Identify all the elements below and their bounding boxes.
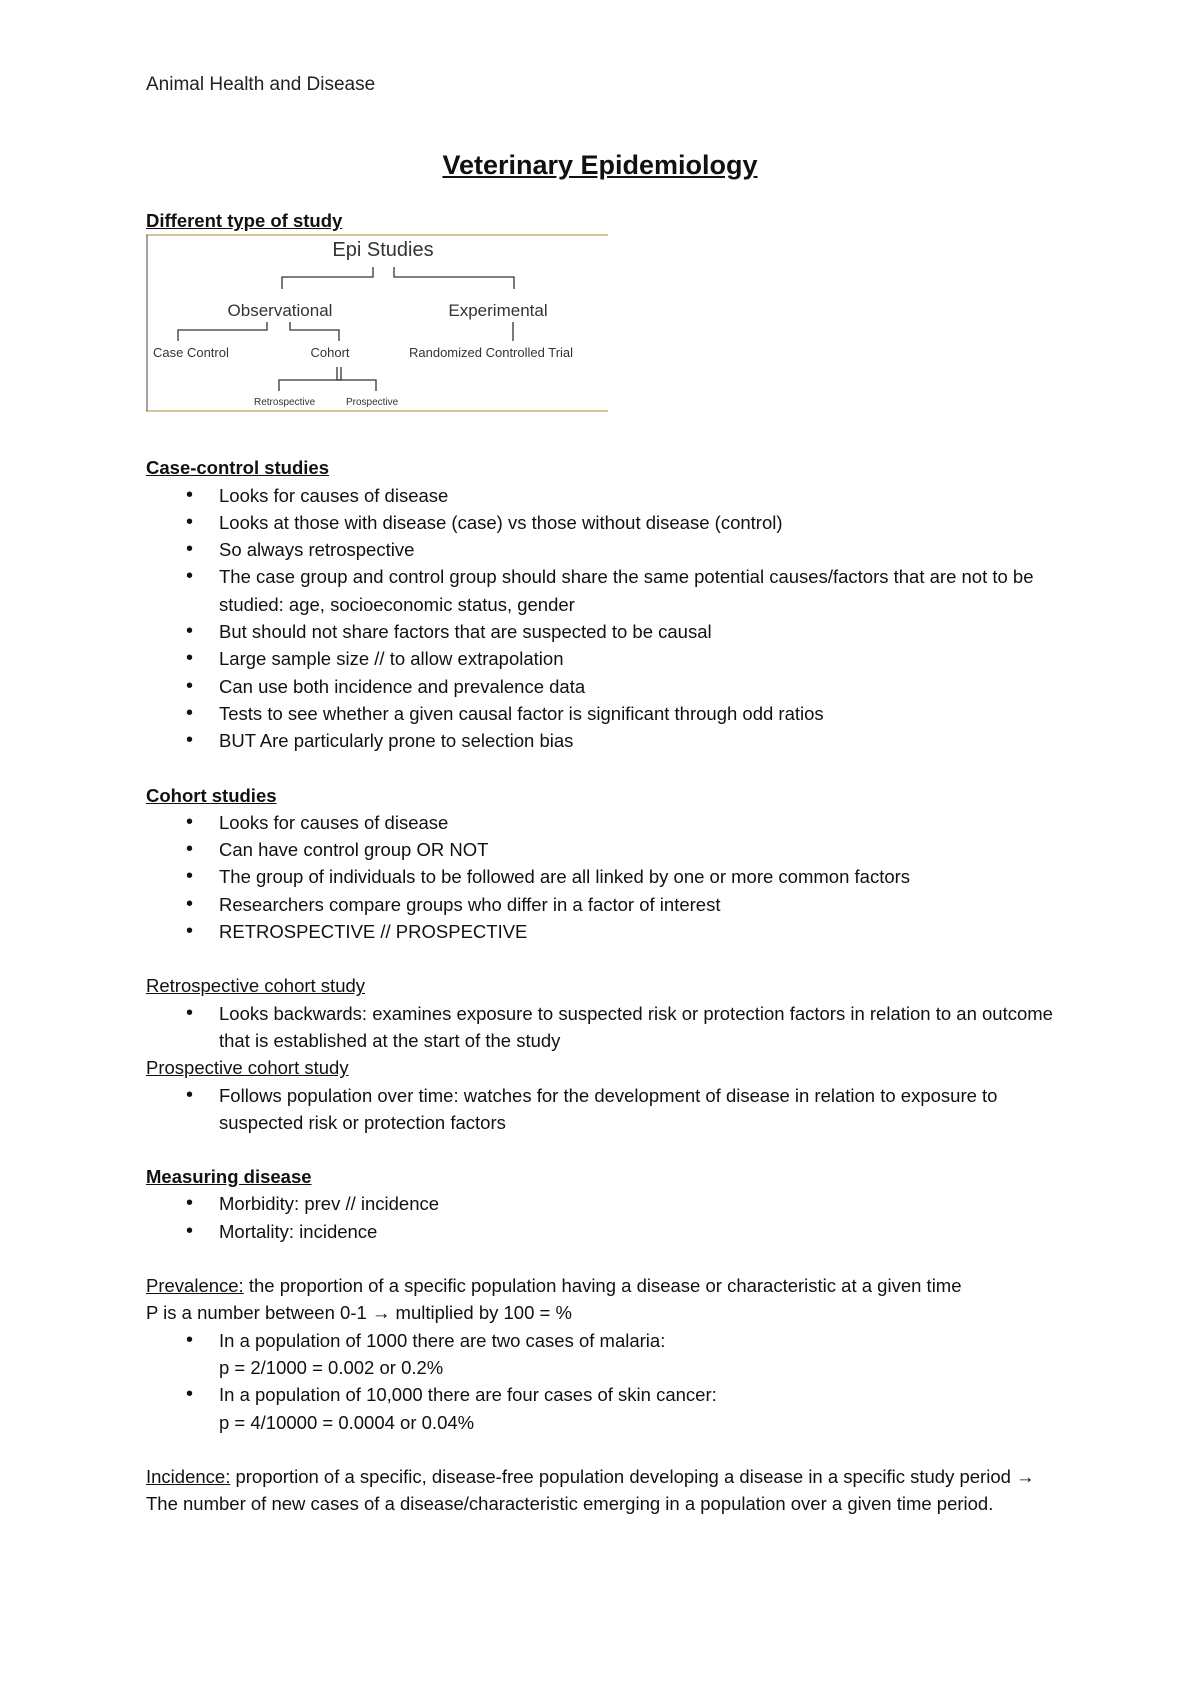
- example-formula: p = 2/1000 = 0.002 or 0.2%: [219, 1356, 444, 1378]
- list-item: • Follows population over time: watches for the development of disease in relation to exposure to suspected risk or protection factors: [146, 1082, 1066, 1137]
- list-item: • Morbidity: prev // incidence: [146, 1190, 1066, 1217]
- node-cohort: Cohort: [310, 345, 350, 361]
- incidence-text: proportion of a specific, disease-free population developing a disease in a specific study period → The number of new cases of a disease/characteristic emerging in a population over a given time period.: [146, 1465, 1035, 1515]
- node-case-control: Case Control: [153, 345, 229, 361]
- example-text: • In a population of 10,000 there are four cases of skin cancer:: [219, 1384, 717, 1406]
- list-item: • Looks for causes of disease: [146, 809, 1066, 836]
- connector-observational-cohort: [290, 322, 339, 341]
- list-item: • RETROSPECTIVE // PROSPECTIVE: [146, 918, 1066, 945]
- list-item: • Large sample size // to allow extrapolation: [146, 645, 1066, 672]
- list-item: • BUT Are particularly prone to selection bias: [146, 727, 1066, 754]
- list-item: • Mortality: incidence: [146, 1218, 1066, 1245]
- page-header: Animal Health and Disease: [146, 74, 376, 95]
- list-item: [146, 1381, 1066, 1436]
- list-item: • The case group and control group should share the same potential causes/factors that are not to be studied: age, socioeconomic status, gender: [146, 563, 1066, 618]
- incidence-term: Incidence:: [146, 1465, 231, 1487]
- document-body: [146, 207, 1066, 1517]
- incidence-definition: [146, 1463, 1066, 1518]
- cohort-list: [146, 809, 1066, 945]
- list-item: • Tests to see whether a given causal factor is significant through odd ratios: [146, 700, 1066, 727]
- prevalence-term: Prevalence:: [146, 1275, 244, 1297]
- node-observational: Observational: [227, 301, 333, 321]
- prevalence-text: the proportion of a specific population having a disease or characteristic at a given time: [243, 1275, 962, 1297]
- list-item: • Can use both incidence and prevalence data: [146, 673, 1066, 700]
- list-item: • Looks backwards: examines exposure to suspected risk or protection factors in relation to an outcome that is established at the start of the study: [146, 1000, 1066, 1055]
- prevalence-range: P is a number between 0-1 → multiplied by 100 = %: [146, 1302, 572, 1324]
- node-retrospective: Retrospective: [254, 397, 316, 409]
- node-prospective: Prospective: [346, 397, 399, 409]
- measuring-disease-heading: Measuring disease: [146, 1166, 312, 1188]
- prevalence-definition: [146, 1272, 1066, 1299]
- prevalence-examples: [146, 1327, 1066, 1436]
- node-epi-studies: Epi Studies: [332, 239, 434, 262]
- study-types-heading: Different type of study: [146, 210, 343, 231]
- list-item: • The group of individuals to be followed are all linked by one or more common factors: [146, 863, 1066, 890]
- list-item: • So always retrospective: [146, 536, 1066, 563]
- list-item: • But should not share factors that are suspected to be causal: [146, 618, 1066, 645]
- case-control-list: [146, 482, 1066, 755]
- node-rct: Randomized Controlled Trial: [409, 345, 574, 361]
- node-experimental: Experimental: [448, 301, 548, 321]
- connector-cohort-prospective: [337, 367, 376, 391]
- connector-cohort-retrospective: [279, 367, 341, 391]
- document-title: Veterinary Epidemiology: [442, 150, 758, 180]
- prospective-cohort-heading: Prospective cohort study: [146, 1057, 349, 1079]
- list-item: • Looks at those with disease (case) vs those without disease (control): [146, 509, 1066, 536]
- connector-root-observational: [282, 267, 373, 289]
- case-control-heading: Case-control studies: [146, 457, 329, 479]
- list-item: • Can have control group OR NOT: [146, 836, 1066, 863]
- list-item: [146, 1327, 1066, 1382]
- list-item: • Researchers compare groups who differ in a factor of interest: [146, 891, 1066, 918]
- example-formula: p = 4/10000 = 0.0004 or 0.04%: [219, 1411, 475, 1433]
- retrospective-cohort-heading: Retrospective cohort study: [146, 975, 366, 997]
- epi-studies-diagram: [146, 234, 608, 414]
- list-item: • Looks for causes of disease: [146, 482, 1066, 509]
- example-text: • In a population of 1000 there are two cases of malaria:: [219, 1329, 666, 1351]
- prospective-cohort-list: [146, 1082, 1066, 1137]
- retrospective-cohort-list: [146, 1000, 1066, 1055]
- epi-studies-tree: [146, 234, 608, 414]
- connector-root-experimental: [394, 267, 514, 289]
- cohort-heading: Cohort studies: [146, 784, 277, 806]
- measuring-disease-list: [146, 1190, 1066, 1245]
- connector-observational-casecontrol: [178, 322, 267, 341]
